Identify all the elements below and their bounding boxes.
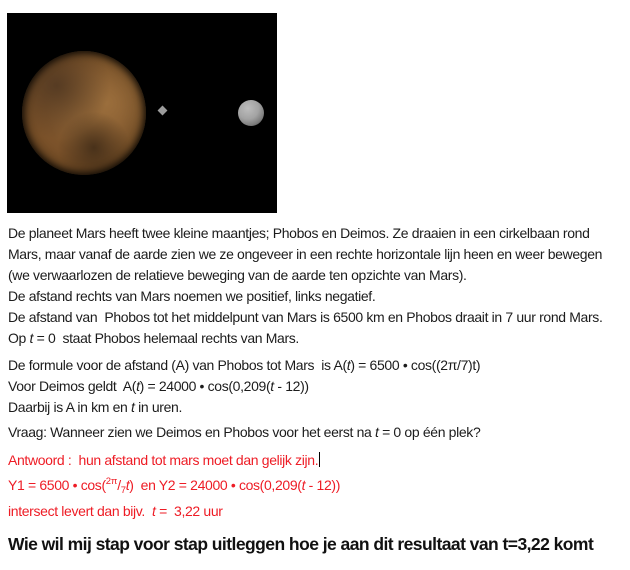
intro-line-1: De planeet Mars heeft twee kleine maantjes; Phobos en Deimos. Ze draaien in een cirkelbaan rond (8, 225, 590, 241)
intro-line-2: Mars, maar vanaf de aarde zien we ze ongeveer in een rechte horizontale lijn heen en weer bewegen (8, 246, 603, 262)
deimos-formula-line: Voor Deimos geldt A(t) = 24000 • cos(0,209(t - 12)) (8, 378, 309, 394)
answer-paragraph (8, 450, 626, 522)
question-line: Vraag: Wanneer zien we Deimos en Phobos voor het eerst na t = 0 op één plek? (8, 424, 481, 440)
intro-line-3: (we verwaarlozen de relatieve beweging van de aarde ten opzichte van Mars). (8, 267, 467, 283)
intro-line-4: De afstand rechts van Mars noemen we positief, links negatief. (8, 288, 376, 304)
mars-planet-image (22, 51, 146, 175)
document-text (8, 223, 626, 557)
answer-line-1: Antwoord : hun afstand tot mars moet dan gelijk zijn. (8, 452, 319, 468)
formula-paragraph (8, 355, 626, 418)
intro-line-6: Op t = 0 staat Phobos helemaal rechts van Mars. (8, 330, 299, 346)
mars-moons-photo (7, 13, 277, 213)
answer-line-3: intersect levert dan bijv. t = 3,22 uur (8, 503, 223, 519)
text-cursor (319, 452, 320, 467)
deimos-moon-image (238, 100, 264, 126)
answer-line-2: Y1 = 6500 • $\cos(^{2\pi}/_7t)$ en Y2 = 24000 • cos(0,209(t - 12)) (8, 476, 341, 496)
question-paragraph (8, 422, 626, 443)
units-line: Daarbij is A in km en t in uren. (8, 399, 183, 415)
phobos-moon-image (158, 106, 168, 116)
intro-paragraph (8, 223, 626, 349)
phobos-formula-line: De formule voor de afstand (A) van Phobos tot Mars is A(t) = 6500 • cos((2π/7)t) (8, 357, 481, 373)
intro-line-5: De afstand van Phobos tot het middelpunt van Mars is 6500 km en Phobos draait in 7 uur rond Mars. (8, 309, 603, 325)
final-question: Wie wil mij stap voor stap uitleggen hoe je aan dit resultaat van t=3,22 komt (8, 534, 594, 554)
